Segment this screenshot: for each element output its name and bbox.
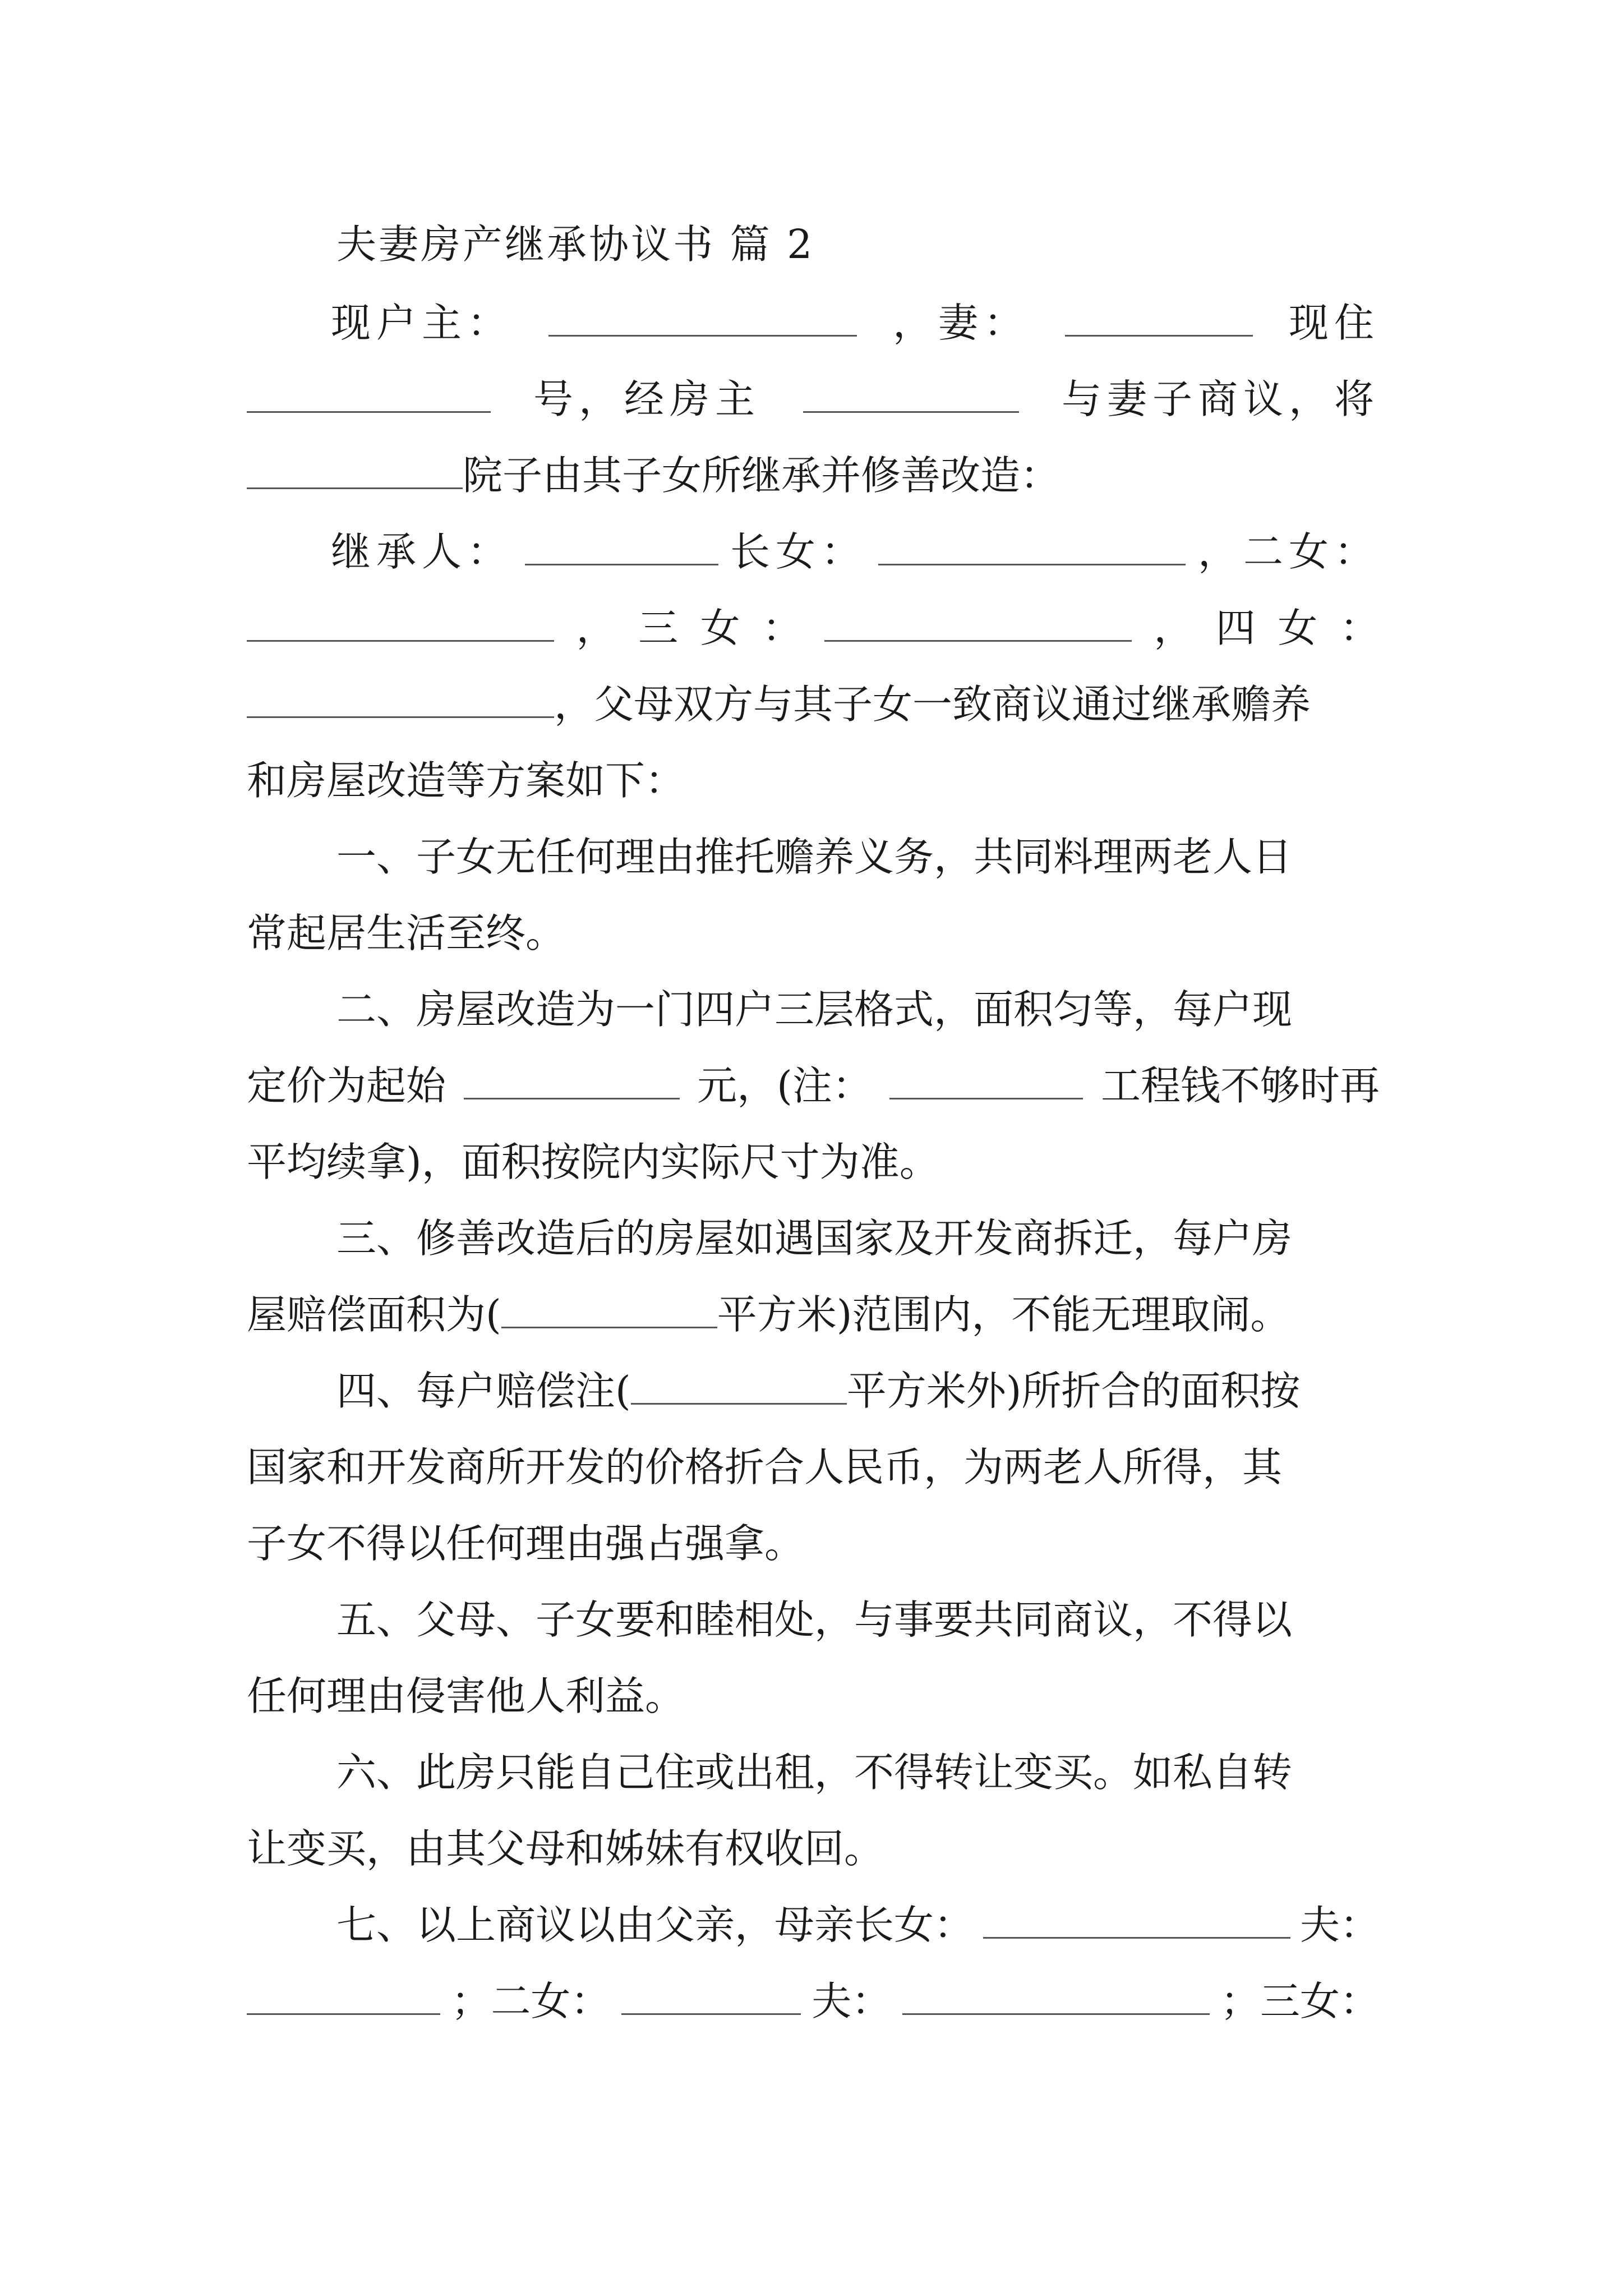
courtyard-blank[interactable]: [247, 453, 463, 489]
comma-text: ，: [1154, 605, 1194, 651]
signature-intro: 七、以上商议以由父亲，母亲长女：: [336, 1902, 974, 1948]
note-label: 元，(注：: [697, 1062, 872, 1109]
paragraph-line: [247, 666, 1380, 743]
clause-2-cont: 平均续拿)，面积按院内实际尺寸为准。: [247, 1139, 939, 1185]
clause-7-cont: [247, 1963, 1380, 2040]
note-text: 工程钱不够时再: [1100, 1062, 1380, 1109]
clause-2: 二、房屋改造为一门四户三层格式，面积匀等，每户现: [336, 986, 1293, 1033]
second-daughter-sign-blank[interactable]: [621, 1978, 801, 2015]
owner-blank[interactable]: [803, 376, 1019, 413]
courtyard-text: 院子由其子女所继承并修善改造：: [463, 452, 1061, 499]
paragraph-text: ，父母双方与其子女一致商议通过继承赡养: [554, 681, 1311, 728]
compensation-note-label: 四、每户赔偿注(: [336, 1368, 631, 1414]
paragraph-line: [247, 590, 1380, 666]
third-daughter-sign-label: ；三女：: [1220, 1978, 1380, 2024]
compensation-note-text: 平方米外)所折合的面积按: [846, 1368, 1301, 1414]
fourth-daughter-label-2: 女: [1278, 605, 1318, 651]
clause-5-cont: 任何理由侵害他人利益。: [247, 1673, 685, 1719]
compensation-area-text: 平方米)范围内，不能无理取闹。: [717, 1291, 1290, 1338]
compensation-area-label: 屋赔偿面积为(: [247, 1291, 501, 1338]
compensation-area-blank[interactable]: [501, 1292, 717, 1328]
clause-1-cont: 常起居生活至终。: [247, 910, 566, 956]
agreement-text: 与妻子商议，将: [1061, 376, 1380, 422]
clause-6: 六、此房只能自己住或出租，不得转让变买。如私自转: [336, 1749, 1293, 1796]
document-title: 夫妻房产继承协议书 篇 2: [336, 221, 815, 268]
fourth-daughter-blank[interactable]: [247, 682, 554, 718]
eldest-daughter-blank[interactable]: [878, 529, 1186, 565]
fourth-daughter-label-1: 四: [1215, 605, 1256, 651]
second-daughter-sign-label: ；二女：: [451, 1978, 611, 2024]
note-blank[interactable]: [889, 1063, 1083, 1099]
heir-blank[interactable]: [525, 529, 718, 565]
second-daughter-blank[interactable]: [247, 605, 554, 642]
third-daughter-label-1: 三: [638, 605, 679, 651]
compensation-note-blank[interactable]: [631, 1368, 847, 1405]
start-price-blank[interactable]: [464, 1063, 680, 1099]
paragraph-line: [247, 361, 1380, 438]
heir-label: 继承人：: [331, 528, 513, 575]
clause-2-cont: [247, 1048, 1380, 1124]
eldest-daughter-sign-blank[interactable]: [983, 1902, 1290, 1939]
paragraph-line: [247, 285, 1380, 361]
clause-7: [336, 1887, 1380, 1963]
clause-3: 三、修善改造后的房屋如遇国家及开发商拆迁，每户房: [336, 1215, 1293, 1262]
clause-1: 一、子女无任何理由推托赡养义务，共同料理两老人日: [336, 834, 1293, 880]
comma-text: ，: [576, 605, 616, 651]
paragraph-line: [247, 514, 1380, 590]
husband-label: 夫：: [1299, 1902, 1380, 1948]
clause-4: [336, 1353, 1469, 1429]
wife-label: ，妻：: [892, 300, 1029, 346]
clause-3-cont: [247, 1277, 1380, 1353]
clause-4-cont: 国家和开发商所开发的价格折合人民币，为两老人所得，其: [247, 1444, 1283, 1490]
second-husband-blank[interactable]: [902, 1978, 1210, 2015]
colon-text: ：: [1339, 605, 1380, 651]
colon-text: ：: [762, 605, 803, 651]
eldest-husband-blank[interactable]: [247, 1978, 440, 2015]
clause-4-cont: 子女不得以任何理由强占强拿。: [247, 1520, 805, 1567]
third-daughter-blank[interactable]: [824, 605, 1132, 642]
start-price-label: 定价为起始: [247, 1062, 446, 1109]
paragraph-line: 和房屋改造等方案如下：: [247, 757, 685, 804]
owner-label: 号，经房主: [533, 376, 760, 422]
address-blank[interactable]: [247, 376, 491, 413]
wife-blank[interactable]: [1065, 300, 1253, 337]
household-head-blank[interactable]: [548, 300, 857, 337]
eldest-daughter-label: 长女：: [730, 528, 866, 575]
clause-6-cont: 让变买，由其父母和姊妹有权收回。: [247, 1825, 884, 1872]
second-husband-label: 夫：: [811, 1978, 892, 2024]
second-daughter-label: ，二女：: [1197, 528, 1380, 575]
third-daughter-label-2: 女: [700, 605, 740, 651]
household-head-label: 现户主：: [331, 300, 513, 346]
residence-label: 现住: [1288, 300, 1380, 346]
clause-5: 五、父母、子女要和睦相处，与事要共同商议，不得以: [336, 1596, 1293, 1643]
paragraph-line: [247, 438, 1380, 514]
